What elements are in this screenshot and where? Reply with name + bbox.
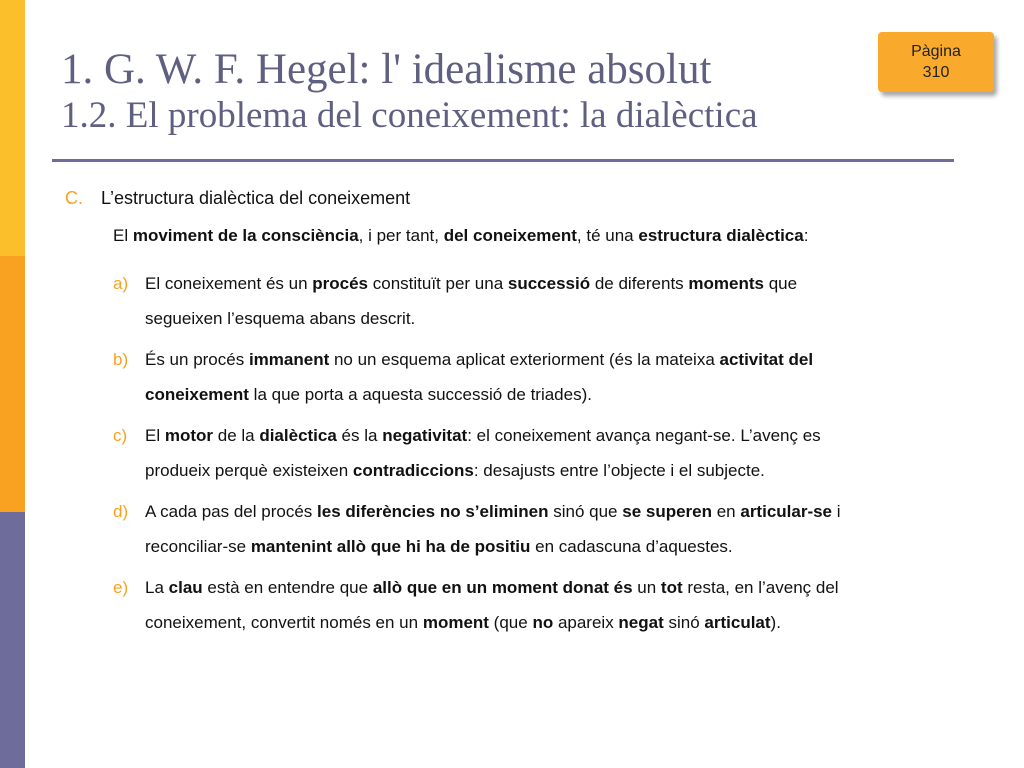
bold-text: motor xyxy=(164,426,214,445)
text-run: un xyxy=(632,578,661,597)
bold-text: activitat del xyxy=(719,350,814,369)
text-run: ). xyxy=(770,613,781,632)
item-line xyxy=(145,529,973,564)
text-run: reconciliar-se xyxy=(145,537,251,556)
item-marker: b) xyxy=(113,350,129,369)
bold-text: dialèctica xyxy=(259,426,337,445)
list-item xyxy=(113,266,973,336)
item-marker: d) xyxy=(113,502,129,521)
bold-text: negat xyxy=(618,613,664,632)
text-run: El coneixement és un xyxy=(145,274,313,293)
page-badge-number: 310 xyxy=(922,64,950,81)
bold-text: successió xyxy=(507,274,591,293)
text-run: de la xyxy=(213,426,260,445)
item-line xyxy=(145,570,973,605)
text-run: : el coneixement avança negant-se. L’avenç es xyxy=(467,426,821,445)
text-run: : xyxy=(803,226,809,245)
bold-text: immanent xyxy=(248,350,330,369)
item-line xyxy=(145,377,973,412)
text-run: la que porta a aquesta successió de triades). xyxy=(248,385,592,404)
bold-text: moment xyxy=(422,613,489,632)
bold-text: les diferències no s’eliminen xyxy=(317,502,549,521)
list-item xyxy=(113,342,973,412)
text-run: segueixen l’esquema abans descrit. xyxy=(145,309,416,328)
text-run: sinó xyxy=(663,613,705,632)
left-stripe-top xyxy=(0,0,25,256)
text-run: produeix perquè existeixen xyxy=(145,461,353,480)
bold-text: procés xyxy=(312,274,369,293)
text-run: és la xyxy=(336,426,383,445)
text-run: constituït per una xyxy=(368,274,508,293)
bold-text: mantenint allò que hi ha de positiu xyxy=(250,537,531,556)
text-run: en cadascuna d’aquestes. xyxy=(530,537,733,556)
list-item xyxy=(113,570,973,640)
left-stripe-middle xyxy=(0,256,25,512)
bold-text: moviment de la consciència xyxy=(132,226,359,245)
text-run: de diferents xyxy=(590,274,689,293)
text-run: A cada pas del procés xyxy=(145,502,318,521)
page-badge-label: Pàgina xyxy=(911,43,961,60)
title-divider xyxy=(52,159,954,162)
text-run: (que xyxy=(488,613,533,632)
text-run: La xyxy=(145,578,169,597)
text-run: , té una xyxy=(576,226,639,245)
bold-text: articulat xyxy=(704,613,771,632)
item-line xyxy=(145,266,973,301)
title-line-2: 1.2. El problema del coneixement: la dialèctica xyxy=(61,95,758,136)
item-line xyxy=(145,301,973,336)
bold-text: coneixement xyxy=(145,385,249,404)
item-line xyxy=(145,418,973,453)
bold-text: moments xyxy=(688,274,764,293)
text-run: És un procés xyxy=(145,350,249,369)
left-stripe-bottom xyxy=(0,512,25,768)
section-marker: C. xyxy=(65,188,83,208)
section-heading-text: L’estructura dialèctica del coneixement xyxy=(101,188,411,208)
text-run: que xyxy=(763,274,798,293)
item-marker: a) xyxy=(113,274,129,293)
text-run: El xyxy=(113,226,133,245)
item-marker: c) xyxy=(113,426,128,445)
bold-text: estructura dialèctica xyxy=(638,226,804,245)
text-run: apareix xyxy=(553,613,619,632)
slide-title xyxy=(61,44,861,138)
item-list xyxy=(113,266,973,646)
text-run: sinó que xyxy=(548,502,623,521)
bold-text: allò que en un moment donat és xyxy=(372,578,633,597)
bold-text: se superen xyxy=(622,502,712,521)
section-heading xyxy=(65,188,410,209)
list-item xyxy=(113,418,973,488)
bold-text: clau xyxy=(168,578,203,597)
text-run: : desajusts entre l’objecte i el subjecte. xyxy=(473,461,765,480)
bold-text: contradiccions xyxy=(352,461,474,480)
text-run: coneixement, convertit només en un xyxy=(145,613,423,632)
item-marker: e) xyxy=(113,578,129,597)
intro-paragraph xyxy=(113,226,808,246)
text-run: resta, en l’avenç del xyxy=(682,578,839,597)
item-line xyxy=(145,605,973,640)
bold-text: negativitat xyxy=(382,426,468,445)
text-run: El xyxy=(145,426,165,445)
title-line-1: 1. G. W. F. Hegel: l' idealisme absolut xyxy=(61,46,712,93)
bold-text: tot xyxy=(660,578,683,597)
text-run: en xyxy=(712,502,741,521)
text-run: no un esquema aplicat exteriorment (és la mateixa xyxy=(329,350,720,369)
item-line xyxy=(145,342,973,377)
bold-text: del coneixement xyxy=(443,226,577,245)
text-run: , i per tant, xyxy=(358,226,444,245)
item-line xyxy=(145,494,973,529)
bold-text: articular-se xyxy=(740,502,833,521)
text-run: està en entendre que xyxy=(202,578,373,597)
page-badge xyxy=(878,32,994,92)
bold-text: no xyxy=(532,613,554,632)
list-item xyxy=(113,494,973,564)
item-line xyxy=(145,453,973,488)
text-run: i xyxy=(832,502,841,521)
